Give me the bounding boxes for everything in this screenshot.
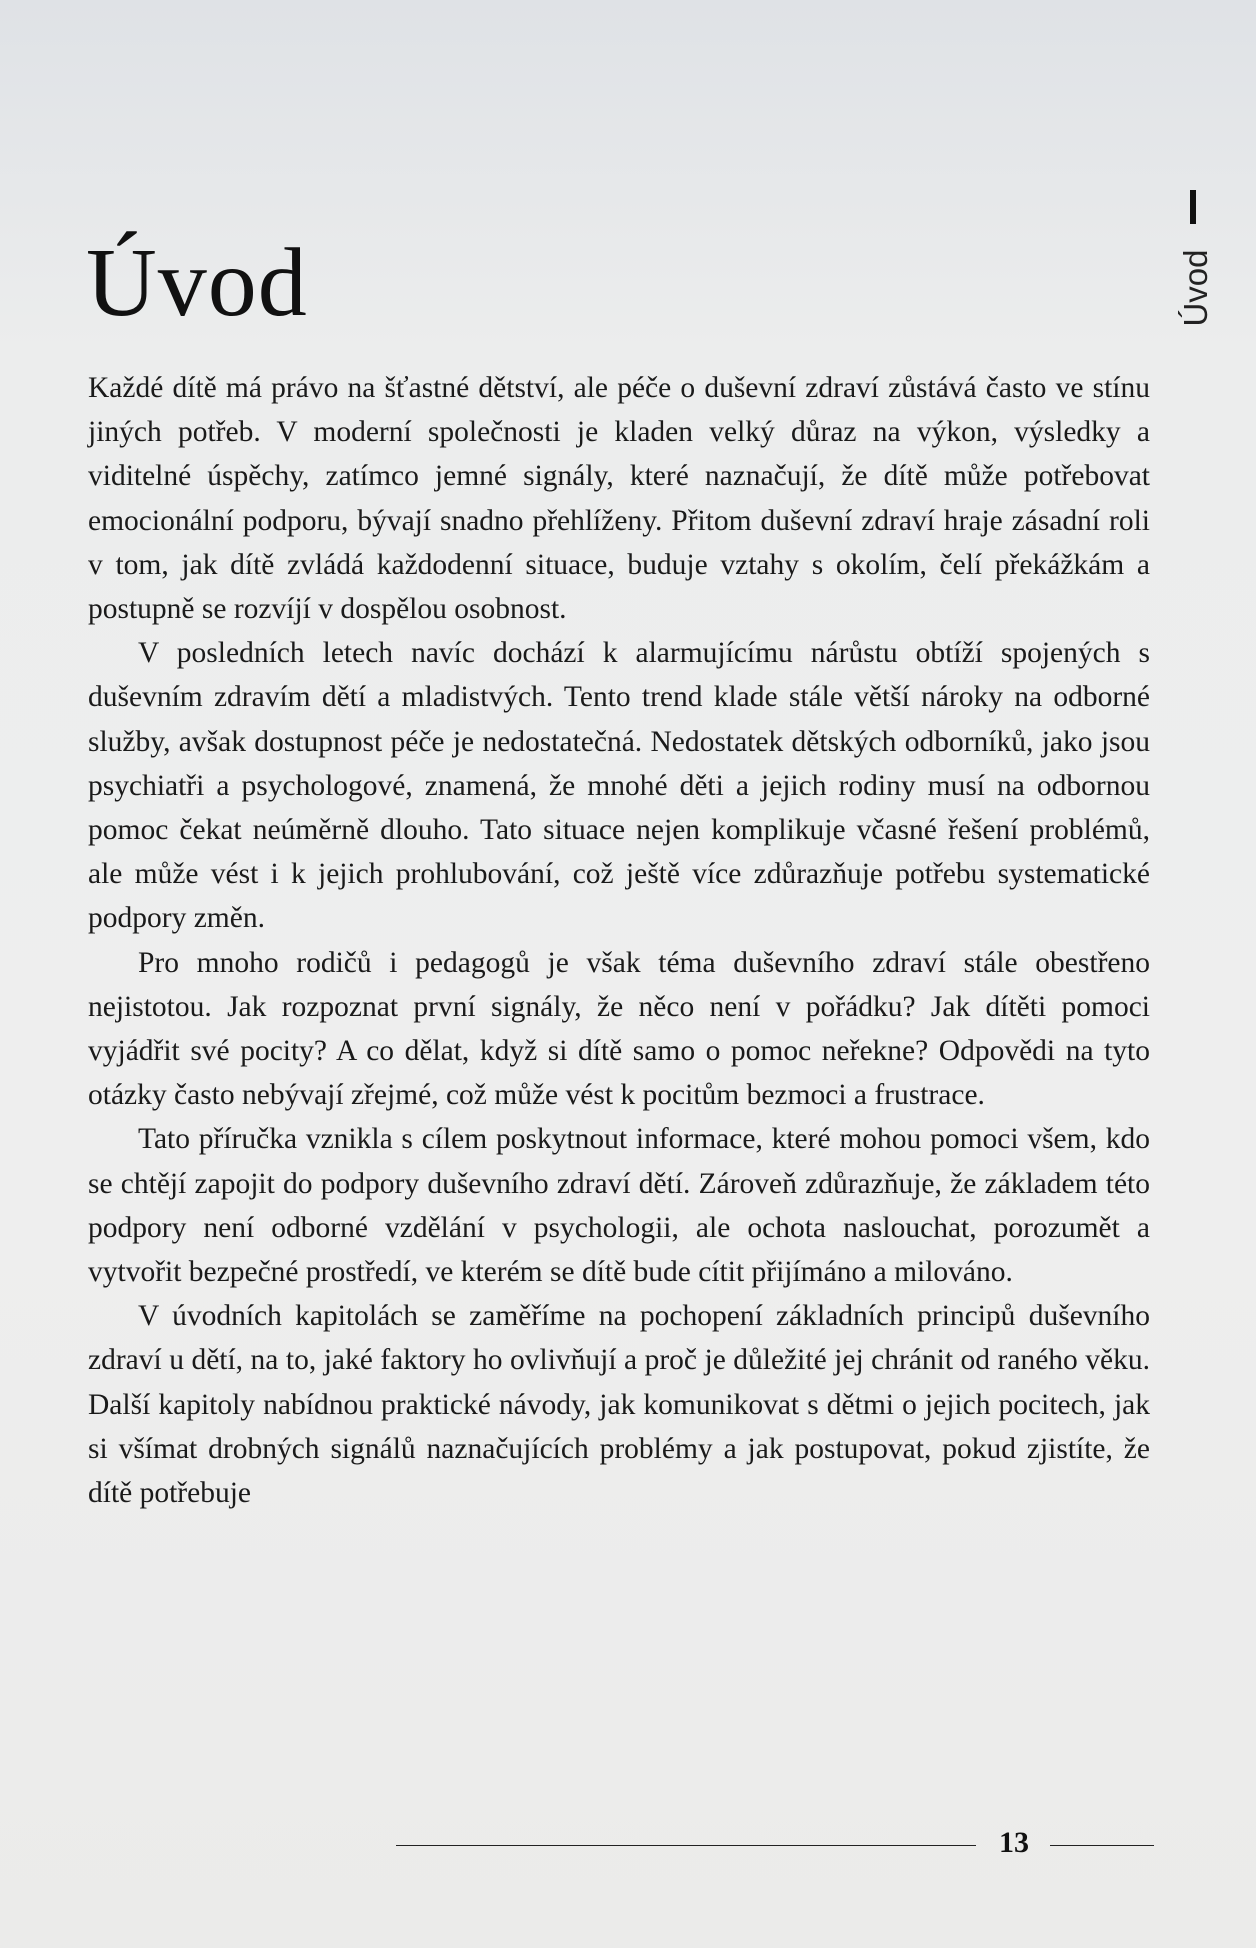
paragraph-4: Tato příručka vznikla s cílem poskytnout informace, které mohou pomoci všem, kdo se chtějí zapojit do podpory duševního zdraví dětí. Zároveň zdůrazňuje, že základem této podpory není odborné vzdělání v psychologii, ale ochota naslouchat, porozumět a vytvořit bezpečné prostředí, ve kterém se dítě bude cítit přijímáno a milováno. [88,1123,1150,1289]
body-text [88,366,1150,1515]
paragraph-1: Každé dítě má právo na šťastné dětství, ale péče o duševní zdraví zůstává často ve stínu jiných potřeb. V moderní společnosti je kladen velký důraz na výkon, výsledky a viditelné úspěchy, zatímco jemné signály, které naznačují, že dítě může potřebovat emocionální podporu, bývají snadno přehlíženy. Přitom duševní zdraví hraje zásadní roli v tom, jak dítě zvládá každodenní situace, buduje vztahy s okolím, čelí překážkám a postupně se rozvíjí v dospělou osobnost. [88,372,1150,626]
footer-rule-right [1050,1845,1154,1846]
footer-rule-left [396,1845,976,1846]
chapter-side-label [1166,238,1226,338]
chapter-side-label-text: Úvod [1177,249,1214,327]
chapter-tab-marker [1190,190,1196,224]
paragraph-3: Pro mnoho rodičů i pedagogů je však téma duševního zdraví stále obestřeno nejistotou. Jak rozpoznat první signály, že něco není v pořádku? Jak dítěti pomoci vyjádřit své pocity? A co dělat, když si dítě samo o pomoc neřekne? Odpovědi na tyto otázky často nebývají zřejmé, což může vést k pocitům bezmoci a frustrace. [88,946,1150,1112]
page-number: 13 [999,1826,1029,1859]
paragraph-5: V úvodních kapitolách se zaměříme na pochopení základních principů duševního zdraví u dětí, na to, jaké faktory ho ovlivňují a proč je důležité jej chránit od raného věku. Další kapitoly nabídnou praktické návody, jak komunikovat s dětmi o jejich pocitech, jak si všímat drobných signálů naznačujících problémy a jak postupovat, pokud zjistíte, že dítě potřebuje [88,1300,1150,1510]
paragraph-2: V posledních letech navíc dochází k alarmujícímu nárůstu obtíží spojených s duševním zdravím dětí a mladistvých. Tento trend klade stále větší nároky na odborné služby, avšak dostupnost péče je nedostatečná. Nedostatek dětských odborníků, jako jsou psychiatři a psychologové, znamená, že mnohé děti a jejich rodiny musí na odbornou pomoc čekat neúměrně dlouho. Tato situace nejen komplikuje včasné řešení problémů, ale může vést i k jejich prohlubování, což ještě více zdůrazňuje potřebu systematické podpory změn. [88,637,1150,935]
chapter-title: Úvod [86,228,308,337]
